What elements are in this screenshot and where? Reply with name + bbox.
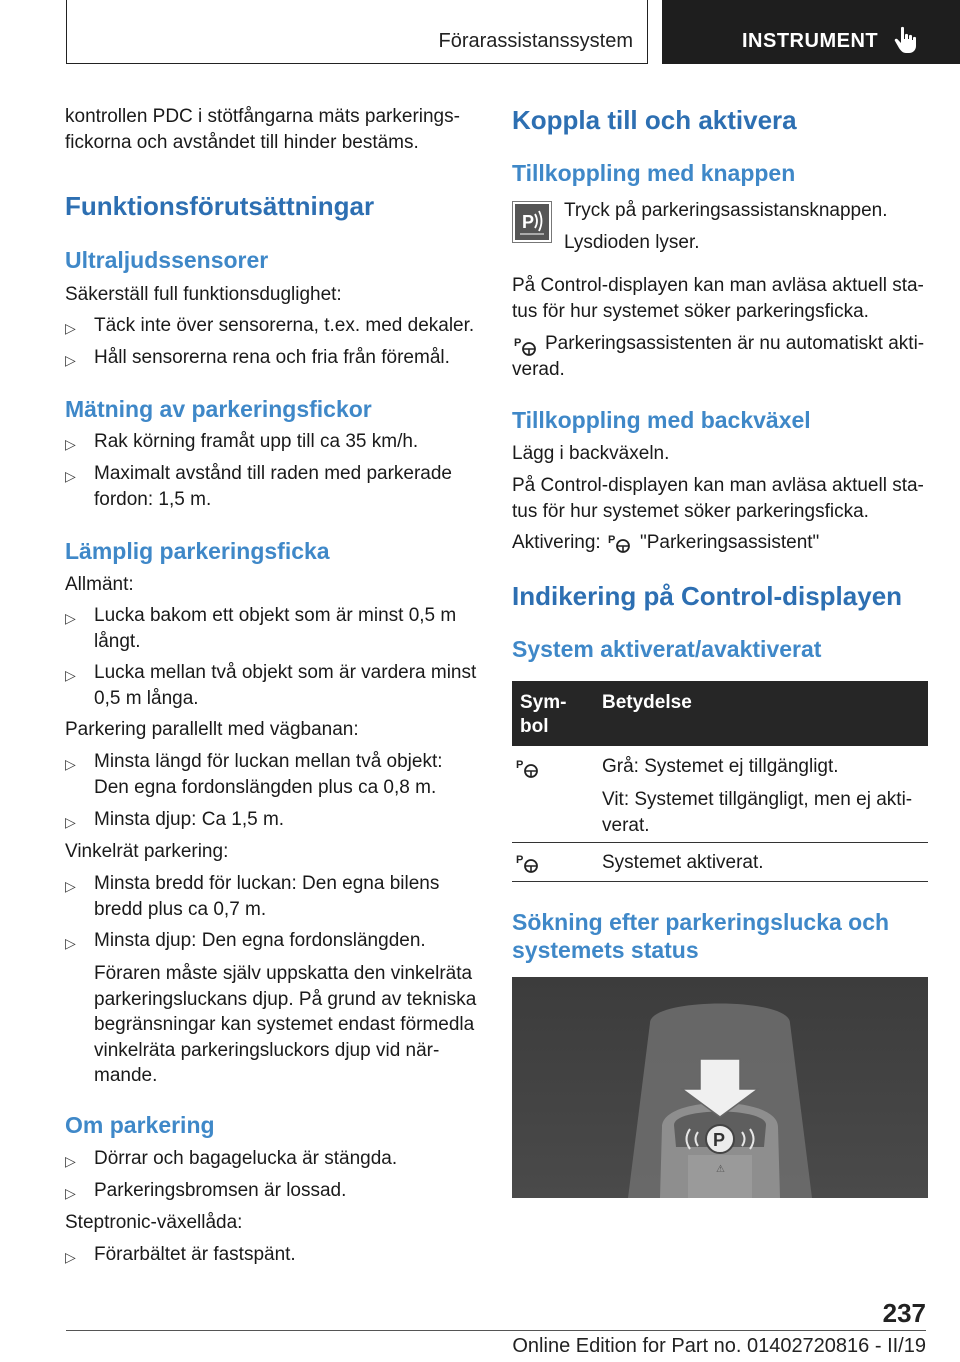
allmant-label: Allmänt:	[65, 574, 134, 595]
list-item-text: Håll sensorerna rena och fria från föremål.	[94, 347, 450, 368]
heading-knappen: Tillkoppling med knappen	[512, 160, 796, 186]
table-header-meaning: Betydelse	[602, 692, 692, 713]
svg-text:⚠: ⚠	[716, 1164, 725, 1175]
auto-text: Parkeringsassistenten är nu automatiskt akti‐ verad.	[512, 333, 925, 380]
page-number: 237	[882, 1298, 926, 1328]
bullet-triangle-icon: ▷	[65, 814, 76, 830]
aktivering-value: "Parkeringsassistent"	[640, 532, 820, 553]
header-chapter-tab	[662, 0, 960, 64]
table-divider	[512, 881, 928, 882]
svg-text:P: P	[608, 534, 616, 546]
parking-assist-icon	[516, 757, 540, 779]
parking-search-illustration	[512, 977, 928, 1198]
svg-text:P: P	[516, 854, 524, 866]
table-header: Sym‐ bol Betydelse	[512, 681, 928, 746]
steptronic-label: Steptronic-växellåda:	[65, 1212, 243, 1233]
header-section-tab	[66, 0, 648, 64]
heading-system: System aktiverat/avaktiverat	[512, 636, 822, 662]
bullet-triangle-icon: ▷	[65, 320, 76, 336]
vinkel-label: Vinkelrät parkering:	[65, 841, 229, 862]
bullet-triangle-icon: ▷	[65, 935, 76, 951]
list-item-text: Rak körning framåt upp till ca 35 km/h.	[94, 431, 419, 452]
intro-line-2: fickorna och avståndet till hinder bestäms.	[65, 132, 419, 153]
list-item-text: Lucka mellan två objekt som är vardera minst 0,5 m långa.	[94, 662, 477, 709]
svg-text:P: P	[522, 212, 535, 232]
list-item-text: Dörrar och bagagelucka är stängda.	[94, 1148, 398, 1169]
list-item-text: Lucka bakom ett objekt som är minst 0,5 m långt.	[94, 605, 457, 652]
list-item-text: Minsta längd för luckan mellan två objekt: Den egna fordonslängden plus ca 0,8 m.	[94, 751, 443, 798]
bullet-triangle-icon: ▷	[65, 352, 76, 368]
heading-sokning: Sökning efter parkeringslucka och systemets status	[512, 909, 890, 963]
bullet-triangle-icon: ▷	[65, 436, 76, 452]
list-item-text: Minsta djup: Den egna fordonslängden.	[94, 930, 426, 951]
svg-text:P: P	[516, 759, 524, 771]
heading-indikering: Indikering på Control-displayen	[512, 581, 903, 611]
vinkel-note: Föraren måste själv uppskatta den vinkelräta parkeringsluckans djup. På grund av tekniska begränsningar kan systemet endast förmedla vinkelräta parkeringsluckors djup vid när‐ mande.	[94, 963, 477, 1086]
parking-assist-icon	[608, 532, 632, 554]
list-item-text: Maximalt avstånd till raden med parkerade fordon: 1,5 m.	[94, 463, 453, 510]
heading-ultraljudssensorer: Ultraljudssensorer	[65, 247, 269, 273]
parallellt-label: Parkering parallellt med vägbanan:	[65, 719, 359, 740]
heading-matning: Mätning av parkeringsfickor	[65, 396, 372, 422]
table-row: Systemet aktiverat.	[602, 852, 764, 873]
cd-text-2: På Control-displayen kan man avläsa aktuell sta‐ tus för hur systemet söker parkeringsficka.	[512, 475, 924, 522]
heading-lamplig: Lämplig parkeringsficka	[65, 538, 330, 564]
bullet-triangle-icon: ▷	[65, 610, 76, 626]
knapp-led-text: Lysdioden lyser.	[564, 232, 700, 253]
svg-text:P: P	[514, 337, 522, 349]
intro-line-1: kontrollen PDC i stötfångarna mäts parkerings‐	[65, 106, 460, 127]
list-item-text: Täck inte över sensorerna, t.ex. med dekaler.	[94, 315, 475, 336]
heading-funktionsforutsattningar: Funktionsförutsättningar	[65, 191, 375, 221]
bullet-triangle-icon: ▷	[65, 878, 76, 894]
parking-assist-active-icon	[516, 852, 540, 874]
cd-text: På Control-displayen kan man avläsa aktuell sta‐ tus för hur systemet söker parkeringsficka.	[512, 275, 924, 322]
parking-button-icon	[512, 201, 552, 243]
list-item-text: Parkeringsbromsen är lossad.	[94, 1180, 347, 1201]
aktivering-label: Aktivering:	[512, 532, 601, 553]
bullet-triangle-icon: ▷	[65, 756, 76, 772]
heading-om-parkering: Om parkering	[65, 1112, 215, 1138]
list-item-text: Förarbältet är fastspänt.	[94, 1244, 296, 1265]
bullet-triangle-icon: ▷	[65, 468, 76, 484]
list-item-text: Minsta djup: Ca 1,5 m.	[94, 809, 285, 830]
heading-koppla: Koppla till och aktivera	[512, 105, 797, 135]
bullet-triangle-icon: ▷	[65, 1153, 76, 1169]
ultra-text: Säkerställ full funktionsduglighet:	[65, 284, 342, 305]
hand-pointer-icon	[894, 26, 920, 54]
bullet-triangle-icon: ▷	[65, 1249, 76, 1265]
table-row: Grå: Systemet ej tillgängligt. Vit: Systemet tillgängligt, men ej akti‐ verat.	[602, 756, 913, 836]
svg-text:P: P	[713, 1130, 726, 1150]
header-chapter-title: INSTRUMENT	[742, 30, 879, 52]
back-text: Lägg i backväxeln.	[512, 443, 670, 464]
knapp-instruction: Tryck på parkeringsassistansknappen.	[564, 200, 888, 221]
bullet-triangle-icon: ▷	[65, 667, 76, 683]
list-item-text: Minsta bredd för luckan: Den egna bilens bredd plus ca 0,7 m.	[94, 873, 440, 920]
table-divider	[512, 842, 928, 843]
header-section-title: Förarassistanssystem	[438, 30, 633, 52]
footer-divider	[66, 1330, 926, 1331]
footer-edition: Online Edition for Part no. 01402720816 - II/19	[512, 1335, 926, 1357]
bullet-triangle-icon: ▷	[65, 1185, 76, 1201]
heading-backvaxel: Tillkoppling med backväxel	[512, 407, 811, 433]
